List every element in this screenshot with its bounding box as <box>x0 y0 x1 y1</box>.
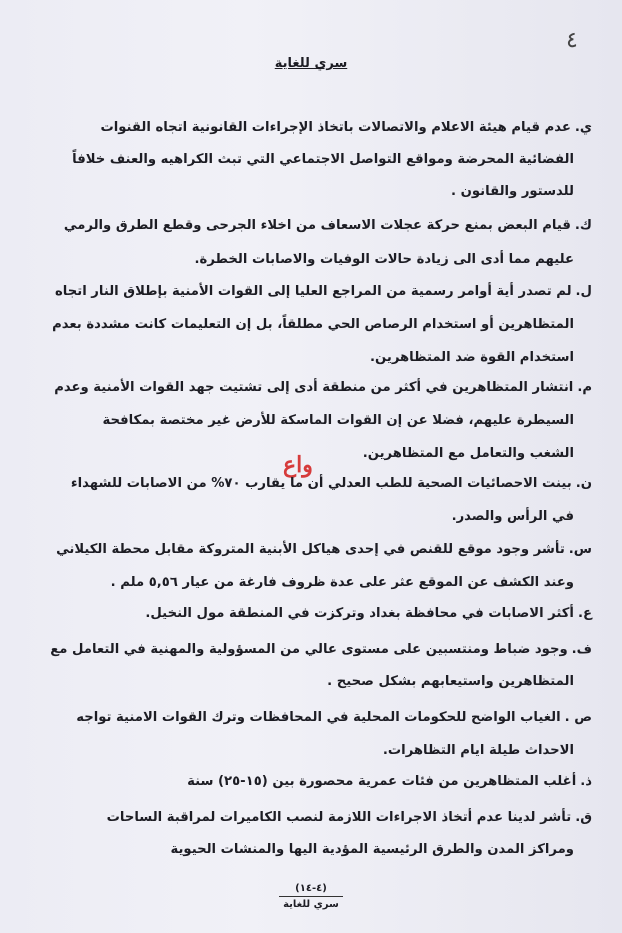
item-line: أكثر الاصابات في محافظة بغداد وتركزت في المنطقة مول النخيل. <box>145 606 574 621</box>
list-item-qaf <box>28 808 592 860</box>
item-line: بينت الاحصائيات الصحية للطب العدلي أن ما يقارب ٧٠% من الاصابات للشهداء <box>70 476 572 491</box>
item-label: ن. <box>575 476 592 491</box>
item-line: الغياب الواضح للحكومات المحلية في المحافظات وترك القوات الامنية تواجه <box>76 710 561 725</box>
item-line: للدستور والقانون . <box>451 184 574 199</box>
list-item-kaf <box>28 216 592 270</box>
item-label: ذ. <box>580 774 592 789</box>
item-line: عدم قيام هيئة الاعلام والاتصالات باتخاذ الإجراءات القانونية اتجاه القنوات <box>100 120 571 135</box>
list-item-sad <box>28 708 592 761</box>
list-item-lam <box>28 282 592 368</box>
item-line: الفضائية المحرضة ومواقع التواصل الاجتماعي التي تبث الكراهيه والعنف خلافاً <box>72 152 574 167</box>
list-item-ya <box>28 118 592 202</box>
item-label: ك. <box>574 218 592 233</box>
item-label: ي. <box>574 120 592 135</box>
list-item-fa <box>28 640 592 692</box>
item-line: تأشر لدينا عدم أتخاذ الاجراءات اللازمة لنصب الكاميرات لمراقبة الساحات <box>106 810 572 825</box>
item-line: لم تصدر أية أوامر رسمية من المراجع العليا إلى القوات الأمنية بإطلاق النار اتجاه <box>55 284 572 299</box>
item-line: وجود ضباط ومنتسبين على مستوى عالي من المسؤولية والمهنية في التعامل مع <box>50 642 568 657</box>
item-label: ل. <box>575 284 592 299</box>
item-line: أغلب المتظاهرين من فئات عمرية محصورة بين (١٥-٢٥) سنة <box>187 774 577 789</box>
item-line: انتشار المتظاهرين في أكثر من منطقة أدى إلى تشتيت جهد القوات الأمنية وعدم <box>54 380 574 395</box>
item-line: استخدام القوة ضد المتظاهرين. <box>369 350 574 365</box>
item-line: المتظاهرين أو استخدام الرصاص الحي مطلقاً، بل إن التعليمات كانت مشددة بعدم <box>52 317 574 332</box>
item-line: الشغب والتعامل مع المتظاهرين. <box>362 446 574 461</box>
handwritten-annotation: واع <box>283 452 313 478</box>
item-line: الاحداث طيلة ايام التظاهرات. <box>382 743 574 758</box>
list-item-ain <box>28 604 592 624</box>
footer-page-number: (٤-١٤) <box>295 883 327 894</box>
classification-footer: سري للغاية <box>283 899 339 910</box>
footer-divider <box>279 896 343 897</box>
item-line: المتظاهرين واستيعابهم بشكل صحيح . <box>327 674 574 689</box>
list-item-sin <box>28 540 592 593</box>
item-line: قيام البعض بمنع حركة عجلات الاسعاف من اخلاء الجرحى وقطع الطرق والرمي <box>63 218 571 233</box>
item-label: ق. <box>575 810 592 825</box>
item-label: م. <box>577 380 592 395</box>
item-line: ومراكز المدن والطرق الرئيسية المؤدية اليها والمنشات الحيوية <box>170 842 574 857</box>
page-number: ٤ <box>566 28 578 53</box>
item-line: تأشر وجود موقع للقنص في إحدى هياكل الأبنية المتروكة مقابل محطة الكيلاني <box>56 542 565 557</box>
item-line: وعند الكشف عن الموقع عثر على عدة ظروف فارغة من عيار ٥,٥٦ ملم . <box>110 575 574 590</box>
list-item-nun <box>28 474 592 527</box>
list-item-dhal <box>28 772 592 792</box>
classification-header: سري للغاية <box>274 56 348 71</box>
item-line: في الرأس والصدر. <box>451 509 574 524</box>
item-label: ف. <box>571 642 592 657</box>
item-label: س. <box>568 542 592 557</box>
item-label: ص . <box>564 710 592 725</box>
item-line: عليهم مما أدى الى زيادة حالات الوفيات والاصابات الخطرة. <box>194 252 574 267</box>
item-label: ع. <box>577 606 592 621</box>
item-line: السيطرة عليهم، فضلا عن إن القوات الماسكة للأرض غير مختصة بمكافحة <box>102 413 574 428</box>
